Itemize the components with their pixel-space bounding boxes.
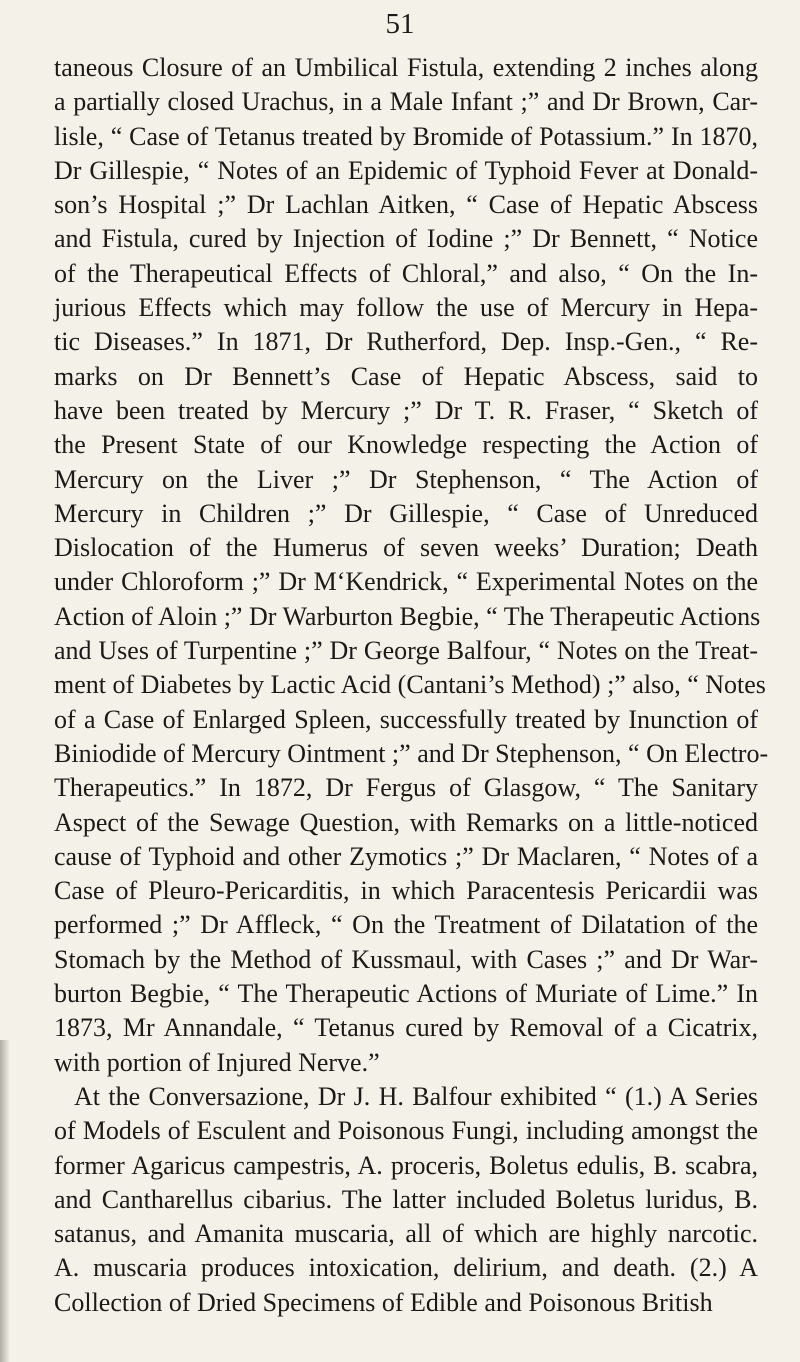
text-line: 1873, Mr Annandale, “ Tetanus cured by Removal of a Cicatrix, [54,1013,758,1043]
text-line: Action of Aloin ;” Dr Warburton Begbie, “ The Therapeutic Actions [54,601,761,631]
text-line: son’s Hospital ;” Dr Lachlan Aitken, “ Case of Hepatic Abscess [54,190,758,220]
text-line: jurious Effects which may follow the use of Mercury in Hepa- [54,293,758,323]
text-line: tic Diseases.” In 1871, Dr Rutherford, Dep. Insp.-Gen., “ Re- [54,327,758,357]
text-line: under Chloroform ;” Dr M‘Kendrick, “ Experimental Notes on the [54,567,758,597]
text-line: a partially closed Urachus, in a Male Infant ;” and Dr Brown, Car- [54,87,758,117]
binding-shadow [0,1040,10,1362]
text-line: of a Case of Enlarged Spleen, successfully treated by Inunction of [54,704,758,734]
text-line: marks on Dr Bennett’s Case of Hepatic Abscess, said to [54,361,758,391]
text-line: Biniodide of Mercury Ointment ;” and Dr Stephenson, “ On Electro- [54,738,769,768]
text-line: burton Begbie, “ The Therapeutic Actions of Muriate of Lime.” In [54,979,758,1009]
text-line: Therapeutics.” In 1872, Dr Fergus of Glasgow, “ The Sanitary [54,773,758,803]
text-line: Collection of Dried Specimens of Edible and Poisonous British [54,1287,713,1317]
text-line: Mercury on the Liver ;” Dr Stephenson, “ The Action of [54,464,758,494]
text-line: of the Therapeutical Effects of Chloral,” and also, “ On the In- [54,258,758,288]
text-line: and Uses of Turpentine ;” Dr George Balfour, “ Notes on the Treat- [54,636,758,666]
text-line: the Present State of our Knowledge respecting the Action of [54,430,758,460]
text-line: Stomach by the Method of Kussmaul, with Cases ;” and Dr War- [54,944,758,974]
text-line: ment of Diabetes by Lactic Acid (Cantani’s Method) ;” also, “ Notes [54,670,766,700]
text-line: former Agaricus campestris, A. proceris, Boletus edulis, B. scabra, [54,1150,758,1180]
text-line: A. muscaria produces intoxication, delirium, and death. (2.) A [54,1253,758,1283]
page-number: 51 [385,8,415,40]
text-line: Dr Gillespie, “ Notes of an Epidemic of Typhoid Fever at Donald- [54,155,758,185]
text-line: have been treated by Mercury ;” Dr T. R. Fraser, “ Sketch of [54,395,758,425]
body-text [54,51,769,1320]
text-line: and Fistula, cured by Injection of Iodine ;” Dr Bennett, “ Notice [54,224,758,254]
text-line: Dislocation of the Humerus of seven weeks’ Duration; Death [54,533,758,563]
text-line-paragraph-end: with portion of Injured Nerve.” [54,1047,380,1077]
text-line: satanus, and Amanita muscaria, all of which are highly narcotic. [54,1219,758,1249]
text-line: Case of Pleuro-Pericarditis, in which Paracentesis Pericardii was [54,876,758,906]
text-line: taneous Closure of an Umbilical Fistula, extending 2 inches along [54,53,758,82]
text-line: cause of Typhoid and other Zymotics ;” Dr Maclaren, “ Notes of a [54,841,758,871]
text-line: Aspect of the Sewage Question, with Remarks on a little-noticed [54,807,758,837]
text-line: of Models of Esculent and Poisonous Fungi, including amongst the [54,1116,758,1146]
text-line: performed ;” Dr Affleck, “ On the Treatment of Dilatation of the [54,910,758,940]
text-line: Mercury in Children ;” Dr Gillespie, “ Case of Unreduced [54,498,758,528]
text-line: lisle, “ Case of Tetanus treated by Bromide of Potassium.” In 1870, [54,121,758,151]
text-line-paragraph-start: At the Conversazione, Dr J. H. Balfour exhibited “ (1.) A Series [74,1081,758,1111]
text-line: and Cantharellus cibarius. The latter included Boletus luridus, B. [54,1184,758,1214]
